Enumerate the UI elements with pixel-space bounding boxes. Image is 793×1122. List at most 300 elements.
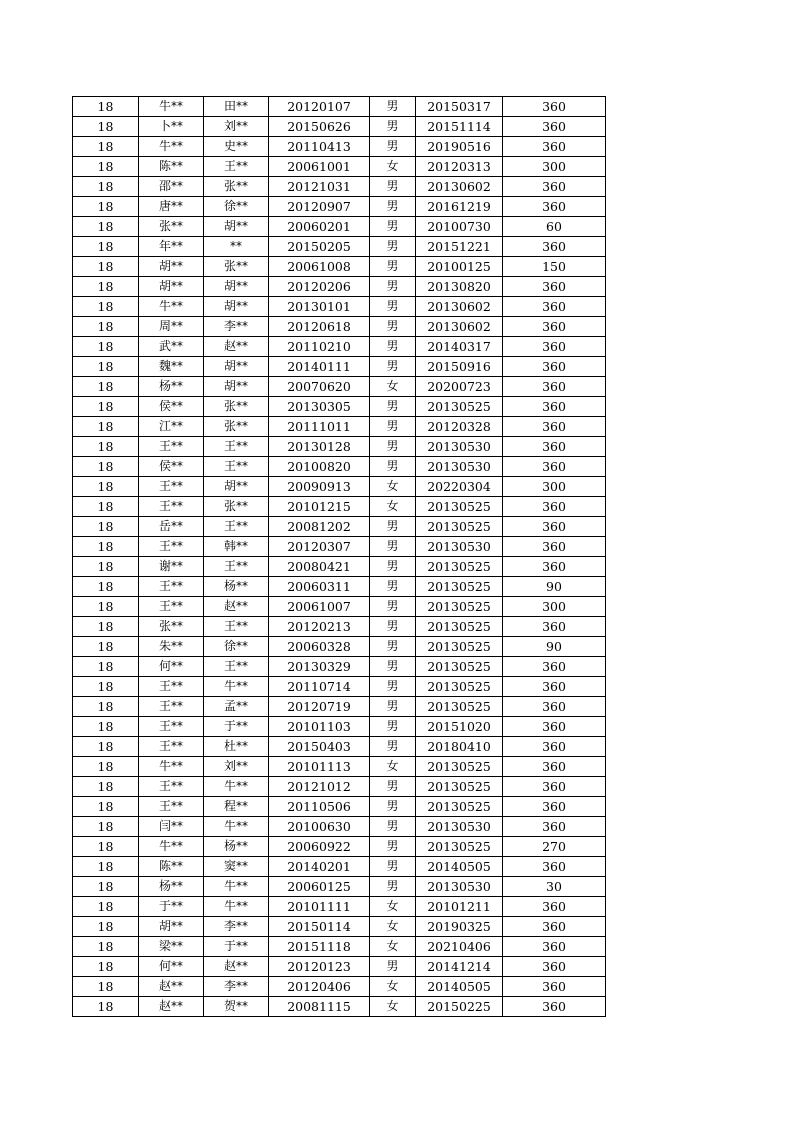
table-row <box>73 497 606 517</box>
name2-cell: 胡** <box>204 477 269 497</box>
table-row <box>73 117 606 137</box>
name2-cell: 赵** <box>204 597 269 617</box>
sex-cell: 男 <box>370 557 416 577</box>
table-row <box>73 617 606 637</box>
name-cell: 陈** <box>139 157 204 177</box>
name2-cell: 刘** <box>204 117 269 137</box>
name-cell: 王** <box>139 737 204 757</box>
value-cell: 360 <box>503 177 606 197</box>
value-cell: 360 <box>503 357 606 377</box>
date2-cell: 20140505 <box>416 857 503 877</box>
value-cell: 360 <box>503 417 606 437</box>
sex-cell: 男 <box>370 877 416 897</box>
value-cell: 360 <box>503 997 606 1017</box>
name2-cell: 于** <box>204 717 269 737</box>
date-cell: 20110210 <box>269 337 370 357</box>
name2-cell: 张** <box>204 497 269 517</box>
sex-cell: 男 <box>370 637 416 657</box>
date2-cell: 20130525 <box>416 497 503 517</box>
date-cell: 20150626 <box>269 117 370 137</box>
date-cell: 20101113 <box>269 757 370 777</box>
name-cell: 唐** <box>139 197 204 217</box>
value-cell: 360 <box>503 337 606 357</box>
table-row <box>73 237 606 257</box>
date-cell: 20120907 <box>269 197 370 217</box>
sex-cell: 男 <box>370 837 416 857</box>
group-cell: 18 <box>73 577 139 597</box>
date2-cell: 20130530 <box>416 817 503 837</box>
name2-cell: 徐** <box>204 197 269 217</box>
name2-cell: 胡** <box>204 357 269 377</box>
name-cell: 杨** <box>139 877 204 897</box>
sex-cell: 女 <box>370 917 416 937</box>
sex-cell: 男 <box>370 417 416 437</box>
sex-cell: 女 <box>370 977 416 997</box>
name2-cell: 史** <box>204 137 269 157</box>
date2-cell: 20130530 <box>416 437 503 457</box>
group-cell: 18 <box>73 637 139 657</box>
name-cell: 侯** <box>139 457 204 477</box>
value-cell: 360 <box>503 737 606 757</box>
name2-cell: 王** <box>204 157 269 177</box>
group-cell: 18 <box>73 877 139 897</box>
value-cell: 360 <box>503 897 606 917</box>
date2-cell: 20130525 <box>416 617 503 637</box>
date2-cell: 20130525 <box>416 797 503 817</box>
name-cell: 王** <box>139 777 204 797</box>
name-cell: 胡** <box>139 257 204 277</box>
group-cell: 18 <box>73 857 139 877</box>
date-cell: 20060328 <box>269 637 370 657</box>
name2-cell: 胡** <box>204 297 269 317</box>
group-cell: 18 <box>73 677 139 697</box>
group-cell: 18 <box>73 217 139 237</box>
date-cell: 20121031 <box>269 177 370 197</box>
name-cell: 王** <box>139 437 204 457</box>
date2-cell: 20180410 <box>416 737 503 757</box>
name-cell: 王** <box>139 697 204 717</box>
table-row <box>73 297 606 317</box>
date-cell: 20111011 <box>269 417 370 437</box>
date2-cell: 20161219 <box>416 197 503 217</box>
date-cell: 20090913 <box>269 477 370 497</box>
date2-cell: 20150225 <box>416 997 503 1017</box>
date2-cell: 20100125 <box>416 257 503 277</box>
table-row <box>73 857 606 877</box>
table-row <box>73 597 606 617</box>
date-cell: 20120618 <box>269 317 370 337</box>
sex-cell: 女 <box>370 937 416 957</box>
table-row <box>73 477 606 497</box>
date-cell: 20130101 <box>269 297 370 317</box>
table-row <box>73 157 606 177</box>
table-row <box>73 957 606 977</box>
date2-cell: 20130525 <box>416 557 503 577</box>
date2-cell: 20140505 <box>416 977 503 997</box>
date-cell: 20061001 <box>269 157 370 177</box>
name-cell: 王** <box>139 717 204 737</box>
sex-cell: 男 <box>370 957 416 977</box>
name2-cell: 胡** <box>204 377 269 397</box>
table-row <box>73 517 606 537</box>
date-cell: 20070620 <box>269 377 370 397</box>
name2-cell: 胡** <box>204 217 269 237</box>
table-row <box>73 357 606 377</box>
sex-cell: 男 <box>370 257 416 277</box>
name-cell: 邵** <box>139 177 204 197</box>
date2-cell: 20151020 <box>416 717 503 737</box>
value-cell: 270 <box>503 837 606 857</box>
name-cell: 王** <box>139 597 204 617</box>
date-cell: 20120406 <box>269 977 370 997</box>
group-cell: 18 <box>73 537 139 557</box>
sex-cell: 男 <box>370 597 416 617</box>
date2-cell: 20101211 <box>416 897 503 917</box>
group-cell: 18 <box>73 737 139 757</box>
table-row <box>73 457 606 477</box>
name-cell: 胡** <box>139 277 204 297</box>
value-cell: 360 <box>503 497 606 517</box>
table-row <box>73 977 606 997</box>
name-cell: 张** <box>139 217 204 237</box>
group-cell: 18 <box>73 437 139 457</box>
name-cell: 王** <box>139 497 204 517</box>
group-cell: 18 <box>73 917 139 937</box>
name2-cell: 王** <box>204 517 269 537</box>
name-cell: 牛** <box>139 297 204 317</box>
date-cell: 20120123 <box>269 957 370 977</box>
date-cell: 20150403 <box>269 737 370 757</box>
group-cell: 18 <box>73 477 139 497</box>
value-cell: 300 <box>503 477 606 497</box>
sex-cell: 男 <box>370 517 416 537</box>
group-cell: 18 <box>73 317 139 337</box>
group-cell: 18 <box>73 977 139 997</box>
name2-cell: 杨** <box>204 837 269 857</box>
sex-cell: 男 <box>370 137 416 157</box>
name-cell: 侯** <box>139 397 204 417</box>
name2-cell: 李** <box>204 317 269 337</box>
name2-cell: 韩** <box>204 537 269 557</box>
table-row <box>73 917 606 937</box>
value-cell: 360 <box>503 517 606 537</box>
date-cell: 20110506 <box>269 797 370 817</box>
date-cell: 20120307 <box>269 537 370 557</box>
sex-cell: 女 <box>370 497 416 517</box>
value-cell: 360 <box>503 937 606 957</box>
value-cell: 300 <box>503 597 606 617</box>
name-cell: 杨** <box>139 377 204 397</box>
group-cell: 18 <box>73 657 139 677</box>
value-cell: 360 <box>503 717 606 737</box>
group-cell: 18 <box>73 697 139 717</box>
table-row <box>73 677 606 697</box>
date-cell: 20060201 <box>269 217 370 237</box>
value-cell: 360 <box>503 457 606 477</box>
name2-cell: 王** <box>204 557 269 577</box>
group-cell: 18 <box>73 237 139 257</box>
group-cell: 18 <box>73 397 139 417</box>
table-row <box>73 637 606 657</box>
name-cell: 魏** <box>139 357 204 377</box>
group-cell: 18 <box>73 297 139 317</box>
table-row <box>73 717 606 737</box>
name2-cell: 王** <box>204 457 269 477</box>
sex-cell: 男 <box>370 677 416 697</box>
value-cell: 360 <box>503 297 606 317</box>
date-cell: 20081115 <box>269 997 370 1017</box>
date2-cell: 20141214 <box>416 957 503 977</box>
table-row <box>73 937 606 957</box>
date-cell: 20081202 <box>269 517 370 537</box>
value-cell: 360 <box>503 697 606 717</box>
name2-cell: 杜** <box>204 737 269 757</box>
group-cell: 18 <box>73 117 139 137</box>
group-cell: 18 <box>73 377 139 397</box>
group-cell: 18 <box>73 997 139 1017</box>
value-cell: 360 <box>503 537 606 557</box>
value-cell: 360 <box>503 277 606 297</box>
table-row <box>73 797 606 817</box>
date2-cell: 20130525 <box>416 517 503 537</box>
sex-cell: 男 <box>370 197 416 217</box>
date2-cell: 20130530 <box>416 537 503 557</box>
name-cell: 何** <box>139 657 204 677</box>
name-cell: 谢** <box>139 557 204 577</box>
table-row <box>73 737 606 757</box>
sex-cell: 女 <box>370 477 416 497</box>
date-cell: 20100820 <box>269 457 370 477</box>
value-cell: 360 <box>503 917 606 937</box>
date2-cell: 20120328 <box>416 417 503 437</box>
sex-cell: 男 <box>370 217 416 237</box>
data-table <box>72 96 606 1017</box>
sex-cell: 男 <box>370 97 416 117</box>
date-cell: 20121012 <box>269 777 370 797</box>
name2-cell: 程** <box>204 797 269 817</box>
value-cell: 360 <box>503 237 606 257</box>
name-cell: 王** <box>139 537 204 557</box>
name-cell: 胡** <box>139 917 204 937</box>
date2-cell: 20140317 <box>416 337 503 357</box>
group-cell: 18 <box>73 277 139 297</box>
name-cell: 牛** <box>139 837 204 857</box>
value-cell: 360 <box>503 557 606 577</box>
table-row <box>73 197 606 217</box>
name2-cell: ** <box>204 237 269 257</box>
date-cell: 20140201 <box>269 857 370 877</box>
value-cell: 360 <box>503 617 606 637</box>
date2-cell: 20130525 <box>416 677 503 697</box>
sex-cell: 女 <box>370 897 416 917</box>
sex-cell: 女 <box>370 377 416 397</box>
date2-cell: 20130525 <box>416 597 503 617</box>
sex-cell: 女 <box>370 997 416 1017</box>
group-cell: 18 <box>73 497 139 517</box>
name-cell: 陈** <box>139 857 204 877</box>
group-cell: 18 <box>73 797 139 817</box>
date2-cell: 20130820 <box>416 277 503 297</box>
date-cell: 20061007 <box>269 597 370 617</box>
date-cell: 20120206 <box>269 277 370 297</box>
name-cell: 闫** <box>139 817 204 837</box>
value-cell: 360 <box>503 437 606 457</box>
sex-cell: 男 <box>370 617 416 637</box>
name2-cell: 张** <box>204 397 269 417</box>
name2-cell: 牛** <box>204 777 269 797</box>
group-cell: 18 <box>73 777 139 797</box>
date-cell: 20110413 <box>269 137 370 157</box>
sex-cell: 男 <box>370 337 416 357</box>
date2-cell: 20130530 <box>416 877 503 897</box>
date-cell: 20120213 <box>269 617 370 637</box>
table-body <box>73 97 606 1017</box>
name2-cell: 李** <box>204 977 269 997</box>
name-cell: 王** <box>139 477 204 497</box>
value-cell: 360 <box>503 97 606 117</box>
name-cell: 王** <box>139 577 204 597</box>
date2-cell: 20190516 <box>416 137 503 157</box>
table-row <box>73 557 606 577</box>
group-cell: 18 <box>73 617 139 637</box>
name-cell: 于** <box>139 897 204 917</box>
date2-cell: 20130602 <box>416 297 503 317</box>
name2-cell: 张** <box>204 177 269 197</box>
value-cell: 360 <box>503 137 606 157</box>
table-row <box>73 577 606 597</box>
value-cell: 360 <box>503 197 606 217</box>
group-cell: 18 <box>73 157 139 177</box>
group-cell: 18 <box>73 957 139 977</box>
value-cell: 360 <box>503 377 606 397</box>
table-row <box>73 537 606 557</box>
date2-cell: 20151221 <box>416 237 503 257</box>
date-cell: 20130329 <box>269 657 370 677</box>
name-cell: 牛** <box>139 97 204 117</box>
table-row <box>73 337 606 357</box>
name2-cell: 牛** <box>204 817 269 837</box>
sex-cell: 男 <box>370 857 416 877</box>
date-cell: 20130305 <box>269 397 370 417</box>
name2-cell: 王** <box>204 437 269 457</box>
group-cell: 18 <box>73 97 139 117</box>
sex-cell: 男 <box>370 317 416 337</box>
sex-cell: 男 <box>370 817 416 837</box>
name-cell: 王** <box>139 677 204 697</box>
date-cell: 20140111 <box>269 357 370 377</box>
name2-cell: 杨** <box>204 577 269 597</box>
value-cell: 30 <box>503 877 606 897</box>
date2-cell: 20130602 <box>416 177 503 197</box>
group-cell: 18 <box>73 257 139 277</box>
date2-cell: 20130525 <box>416 637 503 657</box>
date2-cell: 20150317 <box>416 97 503 117</box>
value-cell: 360 <box>503 977 606 997</box>
table-row <box>73 777 606 797</box>
date-cell: 20120107 <box>269 97 370 117</box>
name-cell: 朱** <box>139 637 204 657</box>
name-cell: 牛** <box>139 137 204 157</box>
name-cell: 卜** <box>139 117 204 137</box>
group-cell: 18 <box>73 757 139 777</box>
table-row <box>73 877 606 897</box>
date2-cell: 20151114 <box>416 117 503 137</box>
group-cell: 18 <box>73 197 139 217</box>
group-cell: 18 <box>73 337 139 357</box>
table-row <box>73 137 606 157</box>
name2-cell: 张** <box>204 257 269 277</box>
name-cell: 年** <box>139 237 204 257</box>
name2-cell: 王** <box>204 657 269 677</box>
sex-cell: 男 <box>370 277 416 297</box>
sex-cell: 男 <box>370 737 416 757</box>
date2-cell: 20130525 <box>416 837 503 857</box>
sex-cell: 男 <box>370 697 416 717</box>
value-cell: 150 <box>503 257 606 277</box>
name2-cell: 徐** <box>204 637 269 657</box>
name-cell: 周** <box>139 317 204 337</box>
date-cell: 20101215 <box>269 497 370 517</box>
table-row <box>73 657 606 677</box>
sex-cell: 男 <box>370 537 416 557</box>
name2-cell: 刘** <box>204 757 269 777</box>
sex-cell: 男 <box>370 777 416 797</box>
name2-cell: 孟** <box>204 697 269 717</box>
name-cell: 赵** <box>139 977 204 997</box>
value-cell: 60 <box>503 217 606 237</box>
table-row <box>73 837 606 857</box>
sex-cell: 男 <box>370 797 416 817</box>
table-row <box>73 217 606 237</box>
table-row <box>73 377 606 397</box>
value-cell: 360 <box>503 777 606 797</box>
name2-cell: 胡** <box>204 277 269 297</box>
name2-cell: 王** <box>204 617 269 637</box>
date2-cell: 20200723 <box>416 377 503 397</box>
value-cell: 360 <box>503 397 606 417</box>
date-cell: 20100630 <box>269 817 370 837</box>
name2-cell: 于** <box>204 937 269 957</box>
sex-cell: 男 <box>370 397 416 417</box>
name-cell: 江** <box>139 417 204 437</box>
date2-cell: 20100730 <box>416 217 503 237</box>
date2-cell: 20130525 <box>416 397 503 417</box>
date2-cell: 20130525 <box>416 757 503 777</box>
value-cell: 360 <box>503 797 606 817</box>
date2-cell: 20130525 <box>416 577 503 597</box>
table-row <box>73 417 606 437</box>
name2-cell: 赵** <box>204 337 269 357</box>
date2-cell: 20130525 <box>416 697 503 717</box>
name2-cell: 田** <box>204 97 269 117</box>
group-cell: 18 <box>73 817 139 837</box>
sex-cell: 男 <box>370 657 416 677</box>
table-row <box>73 317 606 337</box>
date-cell: 20150205 <box>269 237 370 257</box>
name2-cell: 窦** <box>204 857 269 877</box>
name2-cell: 贺** <box>204 997 269 1017</box>
date-cell: 20060125 <box>269 877 370 897</box>
table-row <box>73 97 606 117</box>
sex-cell: 女 <box>370 157 416 177</box>
name-cell: 牛** <box>139 757 204 777</box>
name2-cell: 李** <box>204 917 269 937</box>
group-cell: 18 <box>73 557 139 577</box>
date2-cell: 20130530 <box>416 457 503 477</box>
date-cell: 20110714 <box>269 677 370 697</box>
group-cell: 18 <box>73 897 139 917</box>
date-cell: 20080421 <box>269 557 370 577</box>
